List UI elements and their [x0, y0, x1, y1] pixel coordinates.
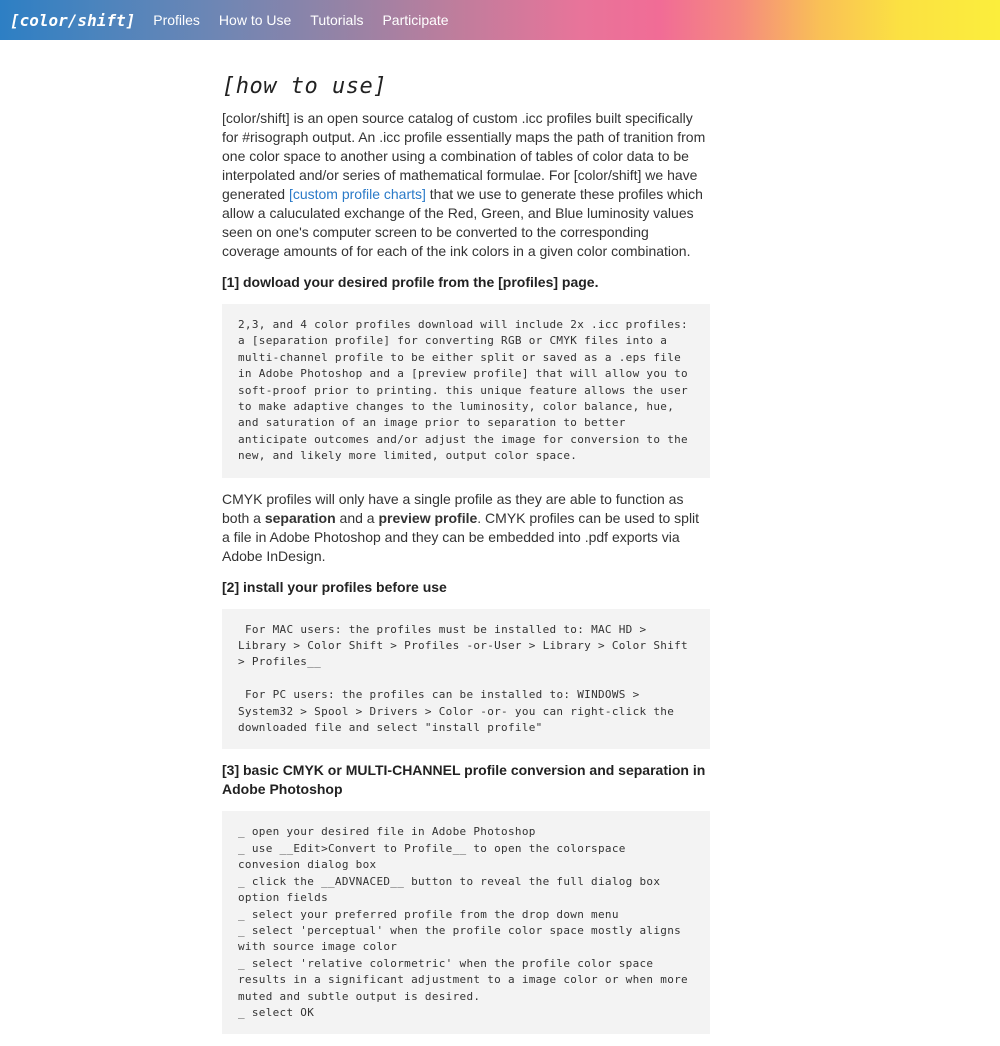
custom-profile-charts-link[interactable]: [custom profile charts] [288, 186, 426, 202]
step3-line: _ select 'perceptual' when the profile color space mostly aligns with source image color [238, 923, 688, 954]
page-title: [how to use] [222, 74, 387, 99]
step3-line: _ select OK [238, 1005, 315, 1019]
cmyk-note-text-1: CMYK profiles will only have a single profile as they are able to function as both a [222, 490, 684, 526]
step3-line: _ select your preferred profile from the drop down menu [238, 907, 619, 921]
nav-item-how-to-use[interactable]: How to Use [218, 12, 292, 28]
step3-code-block [222, 811, 710, 1034]
step3-line: _ open your desired file in Adobe Photoshop [238, 825, 536, 839]
nav-item-participate[interactable]: Participate [382, 12, 449, 28]
intro-text-end: that we use to generate these profiles which allow a caluculated exchange of the Red, Green, and Blue luminosity values seen on one's computer screen to be converted to the corresponding coverage amounts of for each of the ink colors in a given color combination. [222, 186, 703, 259]
step3-line: _ click the __ADVNACED__ button to reveal the full dialog box option fields [238, 874, 668, 905]
intro-text-start: [color/shift] is an open source catalog of custom .icc profiles built specifically for #risograph output. An .icc profile essentially maps the path of tranition from one color space to another using a combination of tables of color data to be interpolated and/or series of mathematical formulae. For [color/shift] we have generated [222, 110, 706, 202]
cmyk-note-text-3: . CMYK profiles can be used to split a file in Adobe Photoshop and they can be embedded into .pdf exports via Adobe InDesign. [222, 509, 700, 564]
brand-logo[interactable]: [color/shift] [10, 10, 136, 30]
nav-item-profiles[interactable]: Profiles [153, 12, 200, 28]
step3-heading: [3] basic CMYK or MULTI-CHANNEL profile conversion and separation in Adobe Photoshop [222, 762, 706, 798]
intro-paragraph [222, 109, 710, 261]
mac-install-text: For MAC users: the profiles must be installed to: MAC HD > Library > Color Shift > Profiles -or-User > Library > Color Shift > Profiles__ [238, 622, 695, 669]
step1-code-text: 2,3, and 4 color profiles download will include 2x .icc profiles: a [separation profile] for converting RGB or CMYK files into a multi-channel profile to be either split or saved as a .eps file in Adobe Photoshop and a [preview profile] that will allow you to soft-proof prior to printing. this unique feature allows the user to make adaptive changes to the luminosity, color balance, hue, and saturation of an image prior to separation to better anticipate outcomes and/or adjust the image for conversion to the new, and likely more limited, output color space. [238, 318, 695, 463]
cmyk-note-paragraph [222, 490, 710, 566]
nav-item-tutorials[interactable]: Tutorials [310, 12, 364, 28]
main-content [222, 74, 710, 1046]
step3-line: _ use __Edit>Convert to Profile__ to open the colorspace convesion dialog box [238, 841, 633, 872]
step1-heading: [1] dowload your desired profile from the [profiles] page. [222, 274, 599, 290]
cmyk-note-text-2: and a [335, 509, 379, 526]
step2-heading: [2] install your profiles before use [222, 578, 447, 595]
preview-profile-bold: preview profile [378, 509, 478, 526]
code-spacer [238, 671, 694, 687]
separation-bold: separation [264, 509, 336, 526]
step3-line: _ select 'relative colormetric' when the profile color space results in a significant adjustment to a image color or when more muted and subtle output is desired. [238, 956, 695, 1003]
pc-install-text: For PC users: the profiles can be installed to: WINDOWS > System32 > Spool > Drivers > Color -or- you can right-click the downloaded file and select "install profile" [238, 688, 682, 735]
step1-code-block [222, 304, 710, 478]
step2-code-block [222, 609, 710, 750]
top-navbar [0, 0, 1000, 40]
